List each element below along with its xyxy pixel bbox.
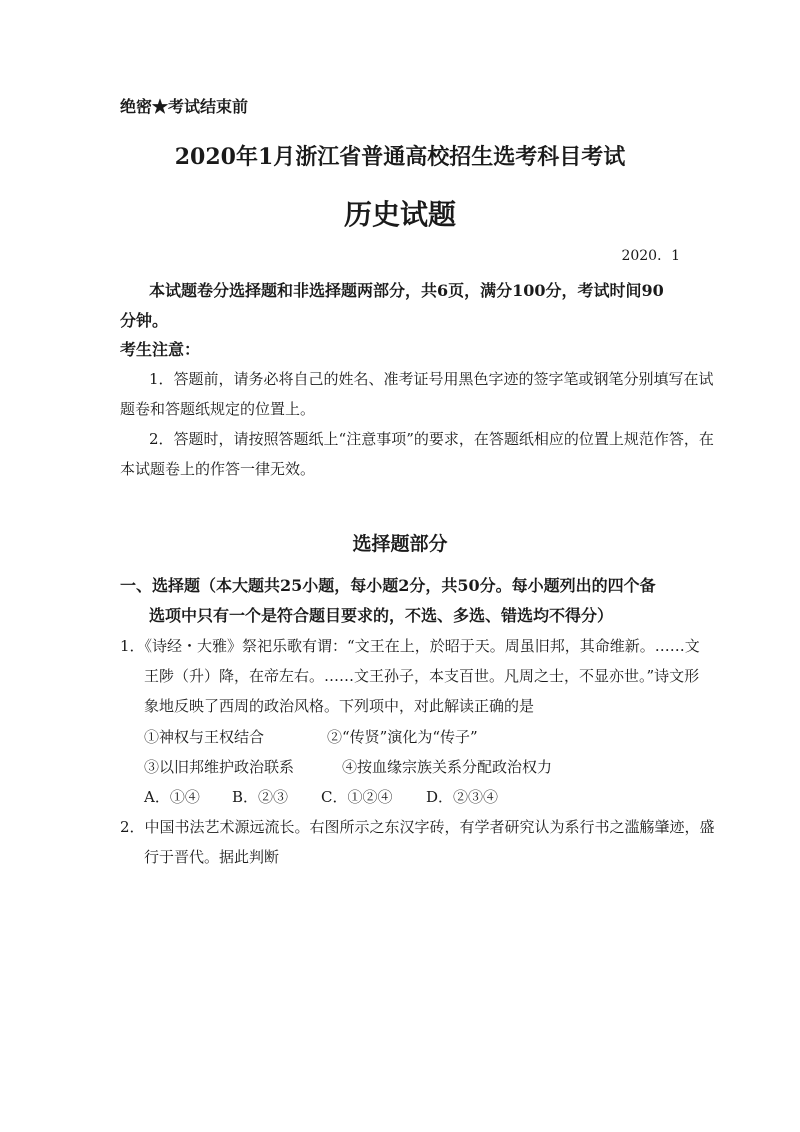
- subject-title: 历史试题: [343, 198, 456, 231]
- q1-choice-c: C．①②④: [321, 788, 393, 806]
- exam-title: 2020年1月浙江省普通高校招生选考科目考试: [174, 144, 626, 170]
- q1-choice-d: D．②③④: [426, 788, 499, 806]
- part-heading-line-2: 选项中只有一个是符合题目要求的，不选、多选、错选均不得分）: [149, 606, 614, 625]
- q1-statement-4: ④按血缘宗族关系分配政治权力: [342, 758, 553, 776]
- note-2-line-2: 本试题卷上的作答一律无效。: [120, 460, 316, 478]
- q1-statement-1: ①神权与王权结合: [144, 728, 265, 746]
- part-heading-line-1: 一、选择题（本大题共25小题，每小题2分，共50分。每小题列出的四个备: [120, 576, 656, 595]
- intro-line-2: 分钟。: [120, 311, 169, 330]
- note-1-line-2: 题卷和答题纸规定的位置上。: [120, 400, 316, 418]
- section-title: 选择题部分: [352, 533, 448, 555]
- q1-choice-a: A．①④: [144, 788, 200, 806]
- q1-choice-b: B．②③: [232, 788, 289, 806]
- note-2-line-1: 2．答题时，请按照答题纸上“注意事项”的要求，在答题纸相应的位置上规范作答，在: [149, 430, 714, 448]
- notes-heading: 考生注意：: [120, 340, 201, 359]
- intro-line-1: 本试题卷分选择题和非选择题两部分，共6页，满分100分，考试时间90: [149, 281, 664, 300]
- confidential-label: 绝密★考试结束前: [120, 97, 249, 116]
- question-1-line-2: 王陟（升）降，在帝左右。……文王孙子，本支百世。凡周之士，不显亦世。”诗文形: [144, 667, 700, 685]
- question-1-line-1: 1．《诗经・大雅》祭祀乐歌有谓：“文王在上，於昭于天。周虽旧邦，其命维新。……文: [120, 637, 700, 655]
- q1-statement-2: ②“传贤”演化为“传子”: [327, 728, 478, 746]
- question-2-line-2: 行于晋代。据此判断: [144, 848, 280, 866]
- note-1-line-1: 1．答题前，请务必将自己的姓名、准考证号用黑色字迹的签字笔或钢笔分别填写在试: [149, 370, 714, 388]
- q1-statement-3: ③以旧邦维护政治联系: [144, 758, 295, 776]
- question-1-line-3: 象地反映了西周的政治风格。下列项中，对此解读正确的是: [144, 697, 535, 715]
- question-2-line-1: 2．中国书法艺术源远流长。右图所示之东汉字砖，有学者研究认为系行书之滥觞肇迹，盛: [120, 818, 715, 836]
- exam-date: 2020．1: [621, 248, 680, 264]
